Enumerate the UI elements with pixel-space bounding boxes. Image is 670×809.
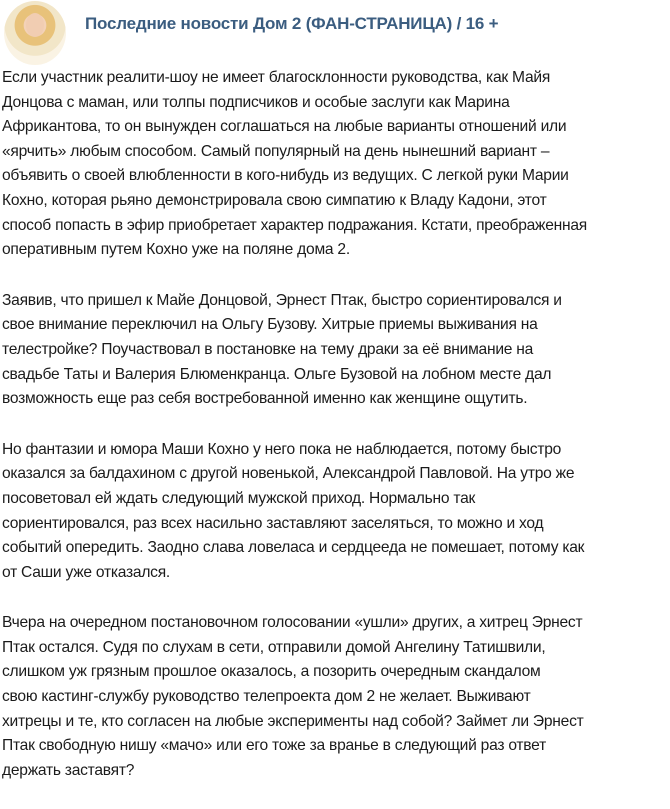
text-line: Но фантазии и юмора Маши Кохно у него пока не наблюдается, потому быстро: [2, 440, 562, 458]
post-paragraph: [2, 289, 668, 412]
text-line: слишком уж грязным прошлое оказалось, а позорить очередным скандалом: [2, 663, 541, 681]
text-line: свадьбе Таты и Валерия Блюменкранца. Ольге Бузовой на лобном месте дал: [2, 365, 552, 383]
post-paragraph: [2, 66, 668, 263]
text-line: посоветовал ей ждать следующий мужской приход. Нормально так: [2, 489, 476, 507]
text-line: хитрецы и те, кто согласен на любые эксперименты над собой? Займет ли Эрнест: [2, 712, 584, 730]
text-line: держать заставят?: [2, 761, 135, 779]
text-line: Птак остался. Судя по слухам в сети, отправили домой Ангелину Татишвили,: [2, 638, 546, 656]
community-avatar[interactable]: [4, 1, 66, 65]
post-paragraph: [2, 611, 668, 783]
text-line: способ попасть в эфир приобретает характер подражания. Кстати, преображенная: [2, 216, 588, 234]
text-line: Кохно, которая рьяно демонстрировала свою симпатию к Владу Кадони, этот: [2, 191, 547, 209]
text-line: телестройке? Поучаствовал в постановке на тему драки за её внимание на: [2, 340, 534, 358]
post-text: [2, 66, 668, 809]
text-line: оперативным путем Кохно уже на поляне дома 2.: [2, 241, 350, 259]
text-line: событий опередить. Заодно слава ловеласа и сердцееда не помешает, потому как: [2, 539, 585, 557]
text-line: сориентировался, раз всех насильно заставляют заселяться, то можно и ход: [2, 514, 544, 532]
text-line: Птак свободную нишу «мачо» или его тоже за вранье в следующий раз ответ: [2, 737, 546, 755]
text-line: объявить о своей влюбленности в кого-нибудь из ведущих. С легкой руки Марии: [2, 167, 569, 185]
text-line: Донцова с маман, или толпы подписчиков и особые заслуги как Марина: [2, 93, 510, 111]
post-header: [0, 0, 670, 72]
text-line: свою кастинг-службу руководство телепроекта дом 2 не желает. Выживают: [2, 688, 531, 706]
text-line: от Саши уже отказался.: [2, 563, 171, 581]
post-paragraph: [2, 438, 668, 586]
text-line: возможность еще раз себя востребованной именно как женщине ощутить.: [2, 390, 528, 408]
text-line: «ярчить» любым способом. Самый популярный на день нынешний вариант –: [2, 142, 550, 160]
community-title[interactable]: Последние новости Дом 2 (ФАН-СТРАНИЦА) / 16 +: [85, 14, 499, 33]
text-line: оказался за балдахином с другой новенькой, Александрой Павловой. На утро же: [2, 465, 575, 483]
text-line: Если участник реалити-шоу не имеет благосклонности руководства, как Майя: [2, 69, 551, 86]
text-line: Вчера на очередном постановочном голосовании «ушли» других, а хитрец Эрнест: [2, 614, 583, 632]
text-line: Африкантова, то он вынужден соглашаться на любые варианты отношений или: [2, 118, 567, 136]
avatar-face: [26, 13, 44, 37]
text-line: Заявив, что пришел к Майе Донцовой, Эрнест Птак, быстро сориентировался и: [2, 291, 562, 309]
text-line: свое внимание переключил на Ольгу Бузову. Хитрые приемы выживания на: [2, 316, 538, 334]
